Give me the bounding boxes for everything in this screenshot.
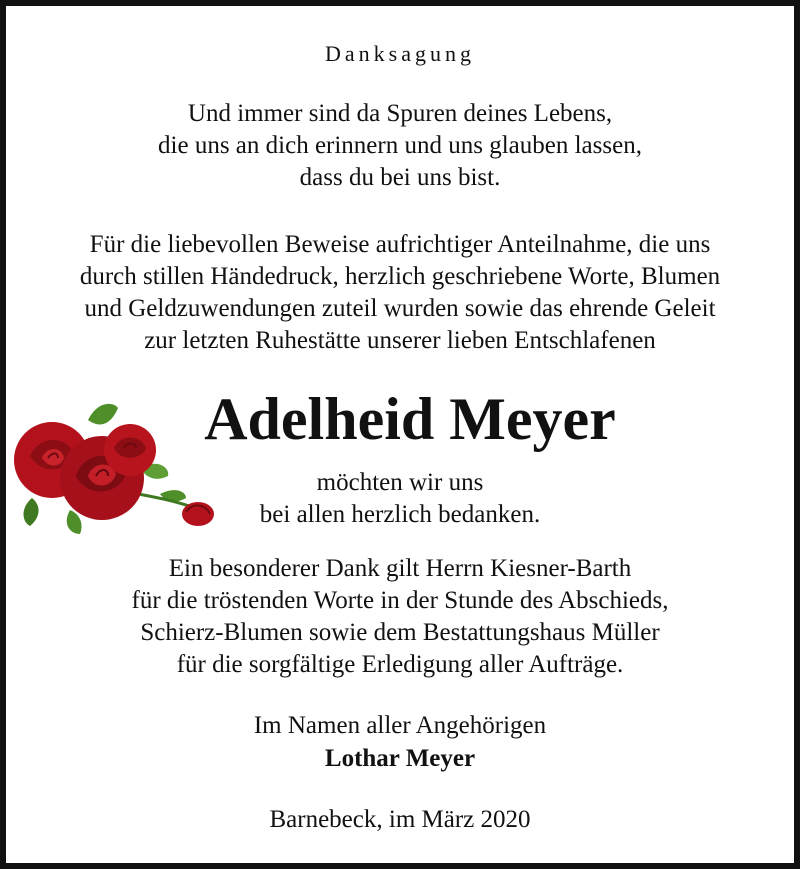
intro-line-4: zur letzten Ruhestätte unserer lieben Entschlafenen — [144, 327, 656, 354]
quote-line-1: Und immer sind da Spuren deines Lebens, — [187, 100, 613, 127]
notice-heading: Danksagung — [325, 41, 475, 66]
on-behalf-line: Im Namen aller Angehörigen — [253, 712, 547, 739]
quote-line-2: die uns an dich erinnern und uns glauben lassen, — [158, 132, 642, 159]
intro-line-1: Für die liebevollen Beweise aufrichtiger Anteilnahme, die uns — [89, 231, 711, 258]
thanks-line-2: bei allen herzlich bedanken. — [259, 501, 541, 528]
intro-line-2: durch stillen Händedruck, herzlich geschriebene Worte, Blumen — [79, 263, 721, 290]
deceased-name: Adelheid Meyer — [204, 386, 616, 452]
special-thanks-line-3: Schierz-Blumen sowie dem Bestattungshaus Müller — [140, 619, 660, 646]
place-date: Barnebeck, im März 2020 — [269, 806, 531, 833]
intro-line-3: und Geldzuwendungen zuteil wurden sowie das ehrende Geleit — [84, 295, 716, 322]
quote-line-3: dass du bei uns bist. — [299, 164, 501, 191]
signer-name: Lothar Meyer — [324, 745, 476, 772]
special-thanks-line-2: für die tröstenden Worte in der Stunde des Abschieds, — [131, 587, 669, 614]
special-thanks-line-1: Ein besonderer Dank gilt Herrn Kiesner-Barth — [168, 555, 632, 582]
thanks-line-1: möchten wir uns — [316, 469, 484, 496]
special-thanks-line-4: für die sorgfältige Erledigung aller Aufträge. — [176, 651, 624, 678]
